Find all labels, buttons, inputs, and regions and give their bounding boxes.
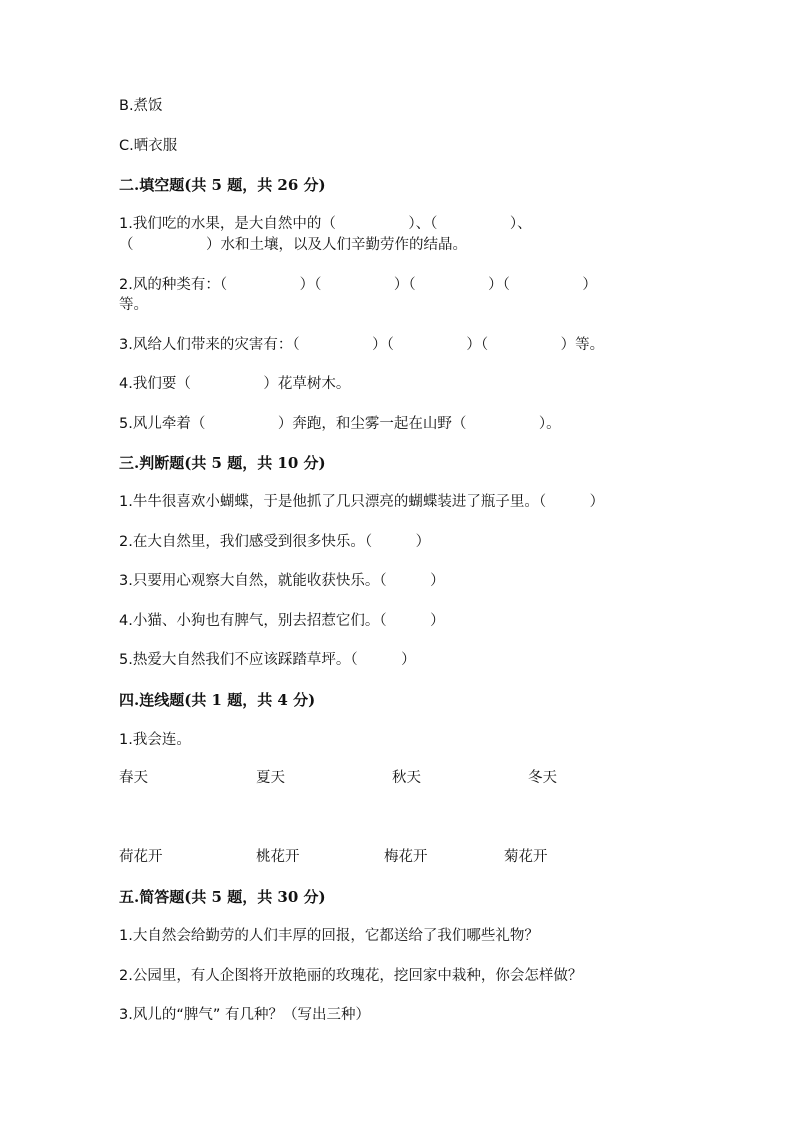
section-3-heading: 三.判断题(共 5 题，共 10 分) <box>119 454 326 472</box>
fill-q2-line1: 2.风的种类有：（ ）（ ）（ ）（ ） <box>119 277 597 293</box>
option-b: B.煮饭 <box>119 98 163 114</box>
season-summer: 夏天 <box>256 770 285 786</box>
judge-q2: 2.在大自然里，我们感受到很多快乐。（ ） <box>119 534 431 550</box>
fill-q1-line2: （ ）水和土壤，以及人们辛勤劳作的结晶。 <box>119 237 467 253</box>
flower-lotus: 荷花开 <box>119 849 163 865</box>
section-5-heading: 五.简答题(共 5 题，共 30 分) <box>119 888 326 906</box>
flower-plum: 梅花开 <box>384 849 428 865</box>
short-q2: 2.公园里，有人企图将开放艳丽的玫瑰花，挖回家中栽种，你会怎样做？ <box>119 968 583 984</box>
section-4-heading: 四.连线题(共 1 题，共 4 分) <box>119 691 316 709</box>
judge-q3: 3.只要用心观察大自然，就能收获快乐。（ ） <box>119 573 445 589</box>
fill-q4: 4.我们要（ ）花草树木。 <box>119 376 351 392</box>
option-c: C.晒衣服 <box>119 138 178 154</box>
season-winter: 冬天 <box>528 770 557 786</box>
short-q1: 1.大自然会给勤劳的人们丰厚的回报，它都送给了我们哪些礼物？ <box>119 928 539 944</box>
judge-q4: 4.小猫、小狗也有脾气，别去招惹它们。（ ） <box>119 613 445 629</box>
fill-q5: 5.风儿牵着（ ）奔跑，和尘雾一起在山野（ ）。 <box>119 416 561 432</box>
short-q3: 3.风儿的“脾气” 有几种？（写出三种） <box>119 1007 370 1023</box>
fill-q1-line1: 1.我们吃的水果，是大自然中的（ ）、（ ）、 <box>119 216 532 232</box>
season-spring: 春天 <box>119 770 148 786</box>
judge-q5: 5.热爱大自然我们不应该踩踏草坪。（ ） <box>119 652 416 668</box>
season-autumn: 秋天 <box>392 770 421 786</box>
fill-q2-line2: 等。 <box>119 297 148 313</box>
flower-peach: 桃花开 <box>256 849 300 865</box>
match-q1: 1.我会连。 <box>119 732 191 748</box>
flower-chrysanthemum: 菊花开 <box>504 849 548 865</box>
section-2-heading: 二.填空题(共 5 题，共 26 分) <box>119 176 326 194</box>
fill-q3: 3.风给人们带来的灾害有：（ ）（ ）（ ）等。 <box>119 337 605 353</box>
judge-q1: 1.牛牛很喜欢小蝴蝶，于是他抓了几只漂亮的蝴蝶装进了瓶子里。（ ） <box>119 494 605 510</box>
